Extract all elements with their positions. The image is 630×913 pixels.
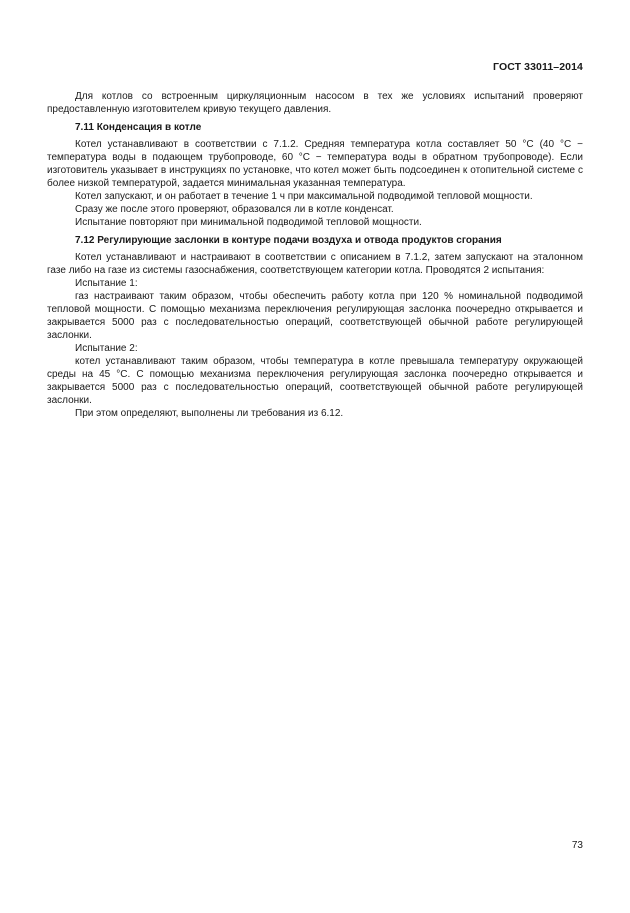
paragraph: При этом определяют, выполнены ли требования из 6.12. (75, 408, 344, 419)
page-body (47, 90, 583, 420)
document-id: ГОСТ 33011–2014 (493, 61, 583, 73)
section-heading-7-12: 7.12 Регулирующие заслонки в контуре подачи воздуха и отвода продуктов сгорания (75, 235, 502, 246)
paragraph: Для котлов со встроенным циркуляционным насосом в тех же условиях испытаний проверяют предоставленную изготовителем кривую текущего давления. (47, 91, 583, 115)
section-heading-7-11: 7.11 Конденсация в котле (75, 122, 202, 133)
test-label: Испытание 2: (75, 343, 138, 354)
paragraph: Испытание повторяют при минимальной подводимой тепловой мощности. (75, 217, 422, 228)
paragraph: Котел устанавливают и настраивают в соответствии с описанием в 7.1.2, затем запускают на эталонном газе либо на газе из системы газоснабжения, соответствующем категории котла. Проводятся 2 испытания: (47, 252, 583, 276)
paragraph: Котел запускают, и он работает в течение 1 ч при максимальной подводимой тепловой мощности. (75, 191, 533, 202)
paragraph: Котел устанавливают в соответствии с 7.1.2. Средняя температура котла составляет 50 °С (40 °С − температура воды в подающем трубопроводе, 60 °С − температура воды в обратном трубопроводе). Если изготовитель указывает в инструкциях по установке, что котел может быть подсоединен к отопительной системе с более низкой температурой, задается минимальная указанная температура. (47, 139, 583, 189)
paragraph: газ настраивают таким образом, чтобы обеспечить работу котла при 120 % номинальной подводимой тепловой мощности. С помощью механизма переключения регулирующая заслонка поочередно открывается и закрывается 5000 раз с последовательностью операций, соответствующей обычной работе регулирующей заслонки. (47, 291, 583, 341)
page-number: 73 (571, 840, 583, 851)
paragraph: котел устанавливают таким образом, чтобы температура в котле превышала температуру окружающей среды на 45 °С. С помощью механизма переключения регулирующая заслонка поочередно открывается и закрывается 5000 раз с последовательностью операций, соответствующей обычной работе регулирующей заслонки. (47, 356, 583, 406)
test-label: Испытание 1: (75, 278, 138, 289)
paragraph: Сразу же после этого проверяют, образовался ли в котле конденсат. (75, 204, 394, 215)
